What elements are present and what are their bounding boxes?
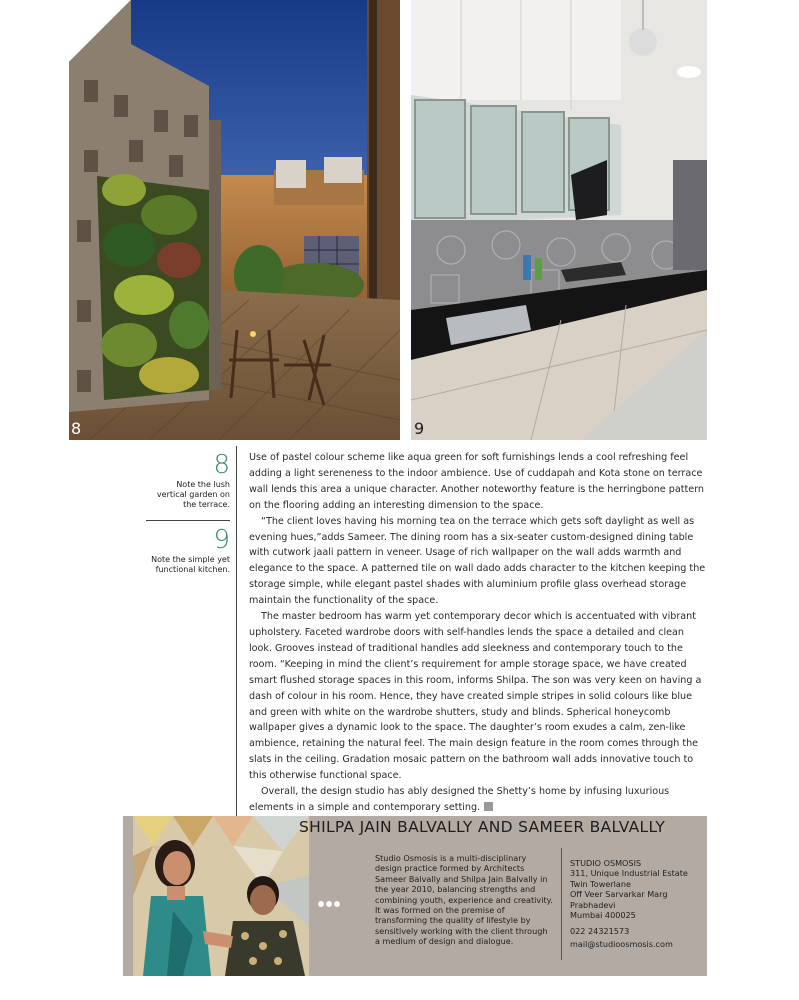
photo-captions bbox=[150, 452, 230, 575]
caption-text: Note the lush vertical garden on the terrace. bbox=[156, 480, 230, 509]
end-mark-icon bbox=[484, 802, 493, 811]
article-paragraph: Use of pastel colour scheme like aqua green for soft furnishings lends a cool refreshing feel adding a light sereneness to the indoor ambience. Use of cuddapah and Kota stone on terrace wall lends this area a unique character. Another noteworthy feature is the herringbone pattern on the flooring adding an interesting dimension to the space. bbox=[249, 452, 704, 511]
studio-phone: 022 24321573 bbox=[570, 926, 630, 937]
terrace-photo bbox=[69, 0, 400, 440]
ellipsis-dots-icon bbox=[318, 892, 342, 911]
profile-panel bbox=[123, 816, 707, 976]
article-paragraph-last bbox=[249, 784, 707, 816]
studio-name: STUDIO OSMOSIS bbox=[570, 858, 642, 868]
architects-photo bbox=[133, 816, 309, 976]
photo-number: 9 bbox=[414, 419, 425, 438]
kitchen-photo-illustration bbox=[411, 0, 707, 440]
article-paragraph: The master bedroom has warm yet contemporary decor which is accentuated with vibrant upholstery. Faceted wardrobe doors with self-handles lends the space a detailed and clean look. Grooves instead of traditional handles add sleekness and contemporary touch to the room. “Keeping in mind the client’s requirement for ample storage space, we have created smart flushed storage spaces in this room, informs Shilpa. The son was very keen on having a dash of colour in his room. Hence, they have created simple stripes in solid colours like blue and green with white on the wardrobe shutters, study and blinds. Spherical honeycomb wallpaper gives a dynamic look to the space. The daughter’s room exudes a calm, zen-like ambience, retaining the natural feel. The main design feature in the room comes through the slats in the ceiling. Gradation mosaic pattern on the bathroom wall adds innovative touch to this otherwise functional space. bbox=[249, 611, 702, 782]
caption-text: Note the simple yet functional kitchen. bbox=[151, 555, 230, 574]
caption-divider bbox=[146, 520, 230, 521]
panel-divider bbox=[561, 848, 562, 960]
address-line: Prabhadevi bbox=[570, 899, 616, 910]
kitchen-photo bbox=[411, 0, 707, 440]
column-divider bbox=[236, 446, 237, 816]
caption-number: 8 bbox=[213, 450, 230, 480]
caption-number: 9 bbox=[213, 525, 230, 555]
studio-contact bbox=[570, 858, 705, 949]
studio-email[interactable]: mail@studioosmosis.com bbox=[570, 938, 673, 949]
profile-title: SHILPA JAIN BALVALLY AND SAMEER BALVALLY bbox=[299, 818, 666, 836]
studio-description: Studio Osmosis is a multi-disciplinary design practice formed by Architects Sameer Balvally and Shilpa Jain Balvally in the year 2010, balancing strengths and combining youth, experience and creativity. It was formed on the premise of transforming the quality of lifestyle by sensitively working with the client through a medium of design and dialogue. bbox=[375, 853, 553, 947]
article-body bbox=[249, 450, 707, 816]
article-paragraph: “The client loves having his morning tea on the terrace which gets soft daylight as well as evening hues,”adds Sameer. The dining room has a six-seater custom-designed dining table with cutwork jaali pattern in veneer. Usage of rich wallpaper on the wall adds warmth and elegance to the space. A patterned tile on wall dado adds character to the kitchen keeping the storage simple, while elegant pastel shades with aluminium profile glass overhead storage maintain the functionality of the space. bbox=[249, 515, 706, 607]
architects-photo-illustration bbox=[133, 816, 309, 976]
address-line: 311, Unique Industrial Estate bbox=[570, 868, 688, 879]
address-line: Twin Towerlane bbox=[570, 878, 631, 889]
address-line: Mumbai 400025 bbox=[570, 910, 636, 921]
photo-number: 8 bbox=[71, 419, 82, 438]
article-paragraph-text: Overall, the design studio has ably designed the Shetty’s home by infusing luxurious elements in a simple and contemporary setting. bbox=[249, 786, 670, 813]
terrace-photo-illustration bbox=[69, 0, 400, 440]
address-line: Off Veer Sarvarkar Marg bbox=[570, 889, 668, 900]
